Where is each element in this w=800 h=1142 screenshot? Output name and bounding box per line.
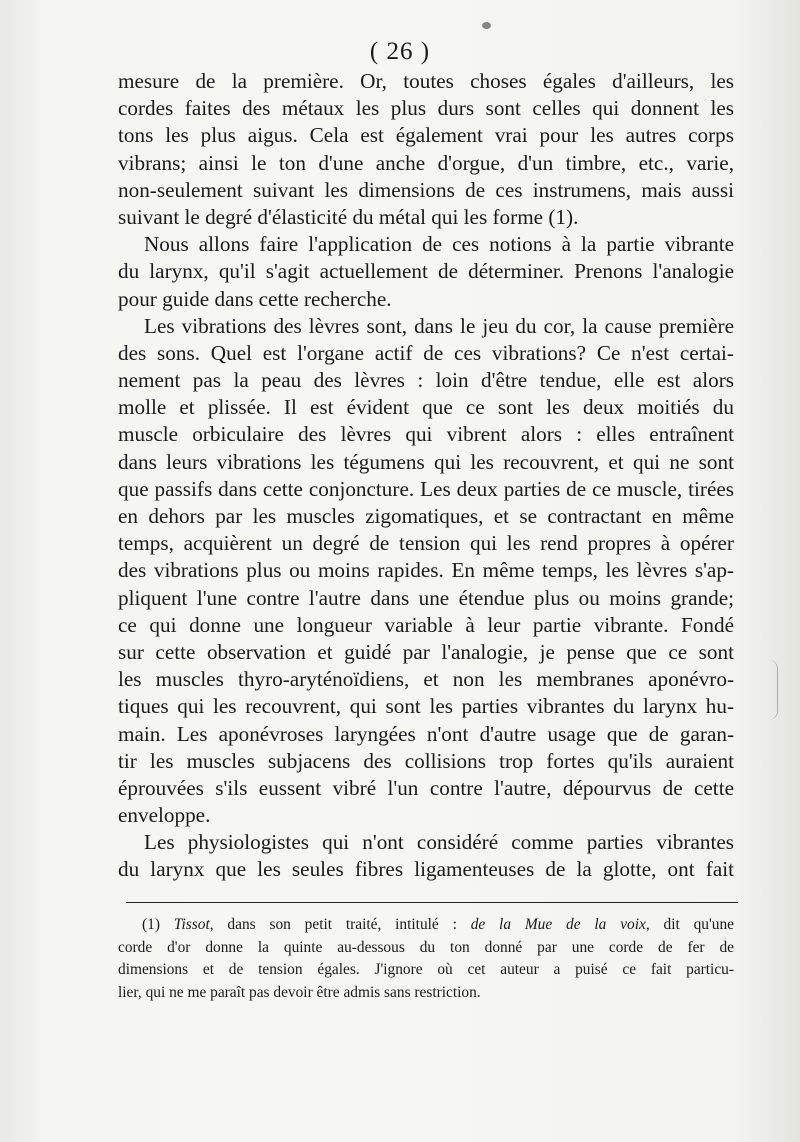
text-line: Les physiologistes qui n'ont considéré comme parties vibrantes (144, 830, 734, 855)
text-line: muscle orbiculaire des lèvres qui vibrent alors : elles entraînent (118, 422, 734, 447)
text-line: des sons. Quel est l'organe actif de ces vibrations? Ce n'est certai- (118, 340, 734, 365)
footnote-line: corde d'or donne la quinte au-dessous du ton donné par une corde de fer de (118, 938, 734, 956)
text-line: dans leurs vibrations les tégumens qui les recouvrent, et qui ne sont (118, 449, 734, 474)
text-line: du larynx, qu'il s'agit actuellement de déterminer. Prenons l'analogie (118, 259, 734, 284)
text-line: mesure de la première. Or, toutes choses égales d'ailleurs, les (118, 69, 734, 93)
footnote-author: Tissot (173, 916, 210, 933)
text-line: vibrans; ainsi le ton d'une anche d'orgue, d'un timbre, etc., varie, (118, 150, 734, 175)
text-line: les muscles thyro-aryténoïdiens, et non les membranes aponévro- (118, 667, 734, 692)
text-line: nement pas la peau des lèvres : loin d'être tendue, elle est alors (118, 368, 734, 393)
text-line: pour guide dans cette recherche. (118, 286, 392, 311)
text-line: enveloppe. (118, 803, 211, 828)
text-line: Les vibrations des lèvres sont, dans le jeu du cor, la cause première (144, 313, 734, 338)
ink-spot (482, 22, 491, 29)
text-line: tir les muscles subjacens des collisions trop fortes qu'ils auraient (118, 748, 734, 773)
text-line: tons les plus aigus. Cela est également vrai pour les autres corps (118, 123, 734, 148)
footnote-text-b: , dit qu'une (645, 916, 734, 933)
text-line: pliquent l'une contre l'autre dans une étendue plus ou moins grande; (118, 585, 734, 610)
footnote-line: dimensions et de tension égales. J'ignore où cet auteur a puisé ce fait particu- (118, 961, 734, 979)
footnote-rule (126, 902, 738, 903)
text-line: main. Les aponévroses laryngées n'ont d'autre usage que de garan- (118, 721, 734, 746)
text-line: sur cette observation et guidé par l'analogie, je pense que ce sont (118, 639, 734, 664)
text-line: temps, acquièrent un degré de tension qui les rend propres à opérer (118, 531, 734, 556)
text-line: en dehors par les muscles zigomatiques, et se contractant en même (118, 504, 734, 528)
text-line: Nous allons faire l'application de ces notions à la partie vibrante (144, 232, 734, 257)
text-line: molle et plissée. Il est évident que ce sont les deux moitiés du (118, 395, 734, 420)
text-line: tiques qui les recouvrent, qui sont les parties vibrantes du larynx hu- (118, 694, 734, 719)
text-line: éprouvées s'ils eussent vibré l'un contre l'autre, dépourvus de cette (118, 775, 734, 800)
footnote-line: lier, qui ne me paraît pas devoir être admis sans restriction. (118, 983, 481, 1001)
footnote (118, 914, 734, 1004)
text-line: du larynx que les seules fibres ligamenteuses de la glotte, ont fait (118, 857, 734, 882)
page-edge-mark (769, 660, 778, 720)
footnote-marker: (1) (142, 916, 160, 933)
text-line: cordes faites des métaux les plus durs sont celles qui donnent les (118, 96, 734, 121)
text-line: non-seulement suivant les dimensions de ces instrumens, mais aussi (118, 177, 734, 202)
text-line: ce qui donne une longueur variable à leur partie vibrante. Fondé (118, 612, 734, 637)
main-text (118, 68, 734, 884)
footnote-cited-title: de la Mue de la voix (470, 916, 646, 933)
text-line: que passifs dans cette conjoncture. Les deux parties de ce muscle, tirées (118, 476, 734, 501)
text-line: des vibrations plus ou moins rapides. En même temps, les lèvres s'ap- (118, 558, 734, 583)
text-line: suivant le degré d'élasticité du métal qui les forme (1). (118, 204, 579, 229)
page-number: ( 26 ) (369, 38, 431, 65)
footnote-text-a: , dans son petit traité, intitulé : (209, 916, 457, 933)
footnote-line (118, 914, 734, 937)
